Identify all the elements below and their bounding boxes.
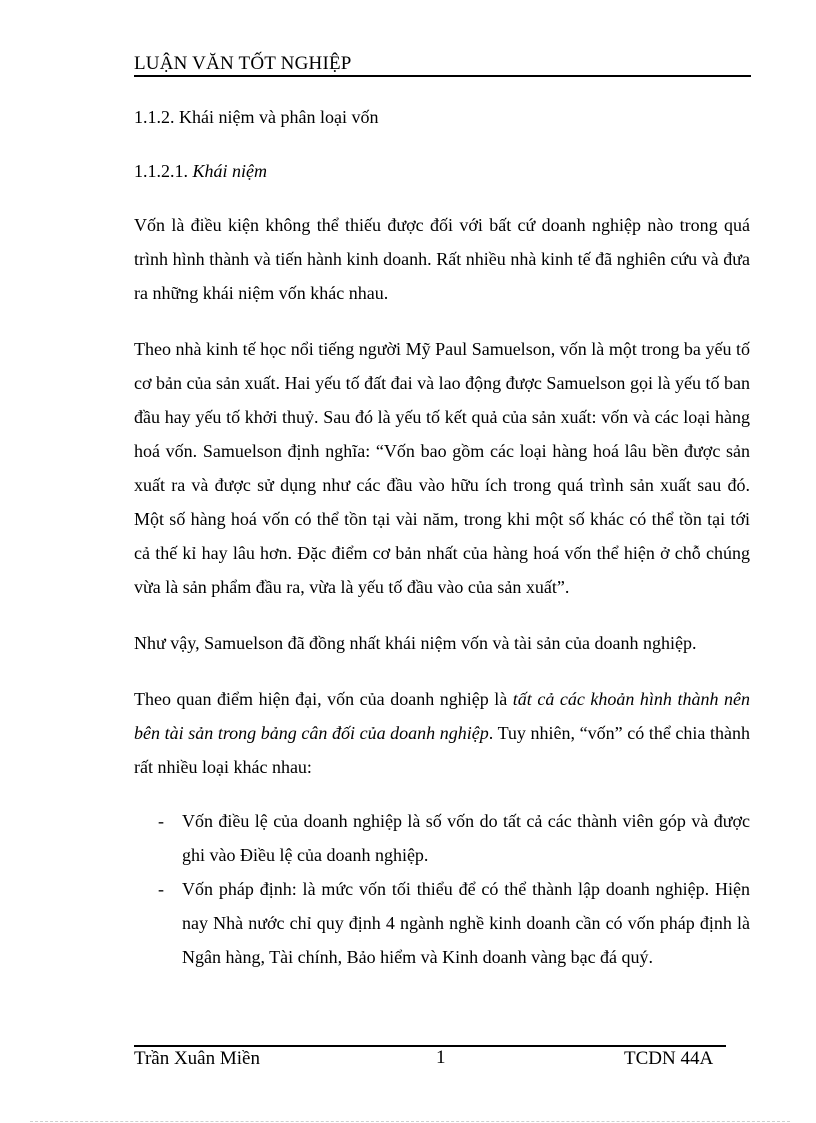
section-heading: 1.1.2. Khái niệm và phân loại vốn bbox=[134, 107, 379, 127]
paragraph-2: Theo nhà kinh tế học nổi tiếng người Mỹ Paul Samuelson, vốn là một trong ba yếu tố cơ bản của sản xuất. Hai yếu tố đất đai và lao động được Samuelson gọi là yếu tố ban đầu hay yếu tố khởi thuỷ. Sau đó là yếu tố kết quả của sản xuất: vốn và các loại hàng hoá vốn. Samuelson định nghĩa: “Vốn bao gồm các loại hàng hoá lâu bền được sản xuất ra và được sử dụng như các đầu vào hữu ích trong quá trình sản xuất sau đó. Một số hàng hoá vốn có thể tồn tại vài năm, trong khi một số khác có thể tồn tại tới cả thế kỉ hay lâu hơn. Đặc điểm cơ bản nhất của hàng hoá vốn thể hiện ở chỗ chúng vừa là sản phẩm đầu ra, vừa là yếu tố đầu vào của sản xuất”. bbox=[134, 339, 750, 597]
list-item-text: Vốn điều lệ của doanh nghiệp là số vốn do tất cả các thành viên góp và được ghi vào Điều lệ của doanh nghiệp. bbox=[182, 811, 750, 865]
page-number: 1 bbox=[436, 1047, 446, 1068]
paragraph-3: Như vậy, Samuelson đã đồng nhất khái niệm vốn và tài sản của doanh nghiệp. bbox=[134, 633, 697, 653]
capital-types-list bbox=[134, 804, 750, 974]
subsection-heading bbox=[134, 154, 750, 188]
paragraph-1: Vốn là điều kiện không thể thiếu được đối với bất cứ doanh nghiệp nào trong quá trình hình thành và tiến hành kinh doanh. Rất nhiều nhà kinh tế đã nghiên cứu và đưa ra những khái niệm vốn khác nhau. bbox=[134, 215, 750, 303]
list-item bbox=[134, 872, 750, 974]
paragraph-4 bbox=[134, 682, 750, 784]
list-item bbox=[134, 804, 750, 872]
document-header: LUẬN VĂN TỐT NGHIỆP bbox=[134, 53, 352, 74]
paragraph-4-start: Theo quan điểm hiện đại, vốn của doanh nghiệp là bbox=[134, 689, 513, 709]
footer-divider bbox=[134, 1045, 726, 1047]
document-body bbox=[134, 100, 750, 974]
paragraph-4-italic: tất cả các khoản hình thành nên bên tài sản trong bảng cân đối của doanh nghiệp bbox=[134, 689, 750, 743]
header-divider bbox=[134, 75, 751, 77]
page-bottom-edge bbox=[30, 1121, 790, 1122]
paragraph-4-end: . Tuy nhiên, “vốn” có thể chia thành rất nhiều loại khác nhau: bbox=[134, 723, 750, 777]
subsection-number: 1.1.2.1. bbox=[134, 161, 193, 181]
subsection-title: Khái niệm bbox=[192, 161, 267, 181]
bullet-dash: - bbox=[158, 879, 164, 899]
list-item-text: Vốn pháp định: là mức vốn tối thiểu để có thể thành lập doanh nghiệp. Hiện nay Nhà nước chỉ quy định 4 ngành nghề kinh doanh cần có vốn pháp định là Ngân hàng, Tài chính, Bảo hiểm và Kinh doanh vàng bạc đá quý. bbox=[182, 879, 750, 967]
footer-author: Trần Xuân Miền bbox=[134, 1048, 260, 1069]
footer-class-code: TCDN 44A bbox=[624, 1048, 714, 1069]
bullet-dash: - bbox=[158, 811, 164, 831]
